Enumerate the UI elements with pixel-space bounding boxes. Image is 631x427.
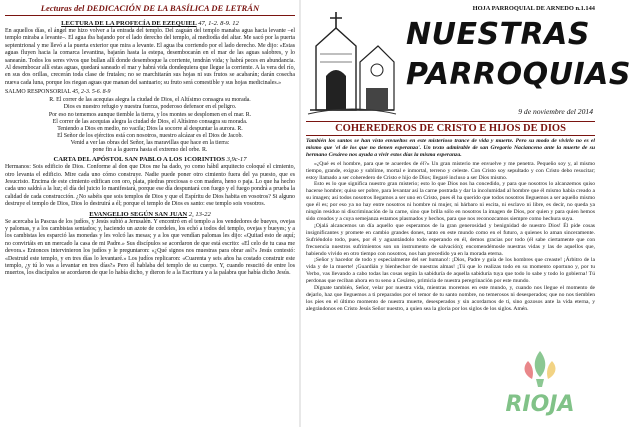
reading1-heading: [5, 20, 295, 27]
psalm-line: Venid a ver las obras del Señor, las maravillas que hace en la tierra:: [70, 139, 230, 146]
psalm-line: Por eso no tememos aunque tiemble la tierra, y los montes se desplomen en el mar. R.: [48, 111, 252, 118]
reading1-title: LECTURA DE LA PROFECÍA DE EZEQUIEL: [61, 20, 197, 27]
masthead-title-line2: PARROQUIAS: [406, 57, 631, 92]
psalm-ref: 45, 2-3. 5-6. 8-9: [72, 89, 111, 96]
psalm-line: El Señor de los ejércitos está con nosotros, nuestro alcázar es el Dios de Jacob.: [57, 132, 243, 139]
article-paragraph: Dígnate también, Señor, velar por nuestra vida, mientras moremos en este mundo, y, cuando nos llegue el momento de dejarlo, haz que lleguemos a ti preparados por el temor de tu santo nombre, no temerosos ni desesperados; que no nos tiemblen los pies en el último momento de nuestra muerte, desesperados y sin acordarnos de ti, sino gozosos ante la vida eterna, y alegrándonos en Cristo Jesús Señor nuestro, a quien sea la gloria por los siglos de los siglos. Amén.: [306, 285, 595, 312]
issue-date: 9 de noviembre del 2014: [518, 107, 593, 116]
psalm-line: Dios es nuestro refugio y nuestra fuerza, poderoso defensor en el peligro.: [63, 104, 237, 111]
page-title: Lecturas del DEDICACIÓN DE LA BASÍLICA DE LETRÁN: [5, 3, 295, 16]
psalm-line: pone fin a la guerra hasta el extremo del orbe. R.: [92, 147, 208, 153]
readings-page: [0, 0, 300, 427]
article-paragraph: ¡Señor y hacedor de todo y especialmente del ser humano!: ¡Dios, Padre y guía de los hombres que creaste! ¡Árbitro de la vida y de la muerte! ¡Guardián y bienhechor de nuestras almas! ¡Tú que lo realizas todo en su momento oportuno y, por tu Verbo, vas llevando a cabo todas las cosas según la sabiduría de aquella sabiduría tuya que todo lo sabe y todo lo gobierna! Tú perdonas que reciban ahora en tu seno a Cesáreo, primicia de nuestra peregrinación por este mundo.: [306, 257, 595, 285]
gospel-title: EVANGELIO SEGÚN SAN JUAN: [89, 210, 188, 218]
bulletin-header-line: HOJA PARROQUIAL DE ARNEDO n.1.144: [472, 5, 595, 12]
article-intro: También los santos se han visto envueltos en este misterioso trance de vida y muerte. Pero su modo de vivirlo no es el mismo que 'el de los que no tienen esperanza'. Un texto admirable de san Gregorio Nacianceno ante la muerte de su hermano Cesáreo nos ayuda a vivir estos días la misma esperanza.: [306, 138, 595, 158]
masthead-title-line1: NUESTRAS: [406, 17, 590, 52]
reading2-heading: [5, 156, 295, 163]
article-paragraph: Esto es lo que significa nuestro gran misterio; esto lo que Dios nos ha concedido, y para que nosotros lo alcanzemos quiso hacerse hombre; quiso ser pobre, para levantar así la carne postrada y dar la incolumidad al hombre que él mismo había creado a su imagen; así todos nosotros llegamos a ser uno en Cristo, pues él ha querido que todos nosotros lleguemos a ser aquello mismo que él es; por eso ya no hay entre nosotros ni hombre ni mujer, ni bárbaro ni escita, ni esclavo ni libre, es decir, no queda ya ningún residuo ni discriminación de la carne, sino que brilla sólo en nosotros la imagen de Dios, por quien y para quien hemos sido creados y a cuya semejanza estamos plasmados y hechos, para que nos reconozcamos siempre como hechura suya.: [306, 181, 595, 222]
reading2-text: Hermanos: Sois edificio de Dios. Conforme al don que Dios me ha dado, yo como hábil arquitecto coloqué el cimiento, otro levanta el edificio. Mire cada uno cómo construye. Nadie puede poner otro cimiento fuera del ya puesto, que es Jesucristo. Encima de este cimiento edifican con oro, plata, piedras preciosas o con madera, heno o paja. Lo que ha hecho cada uno saldrá a la luz; el día del juicio lo manifestará, porque ese día despuntará con fuego y el fuego pondrá a prueba la calidad de cada construcción. ¿No sabéis que sois templos de Dios y que el Espíritu de Dios habita en vosotros? Si alguno destruye el templo de Dios, Dios lo destruirá a él; porque el templo de Dios es santo: ese templo sois vosotros.: [5, 164, 295, 208]
psalm-lines: [5, 97, 295, 154]
masthead: [306, 3, 631, 121]
rioja-stamp-text: RIOJA: [505, 392, 575, 417]
psalm-line: R. El correr de las acequias alegra la ciudad de Dios, el Altísimo consagra su morada.: [49, 97, 251, 104]
article-title: COHEREDEROS DE CRISTO E HIJOS DE DIOS: [306, 121, 595, 136]
rioja-watermark-logo: [488, 347, 592, 419]
gospel-ref: 2, 13-22: [188, 210, 211, 218]
bulletin-page: [301, 0, 631, 427]
reading1-text: En aquellos días, el ángel me hizo volver a la entrada del templo. Del zaguán del templo manaba agua hacia levante –el templo miraba a levante–. El agua iba bajando por el lado derecho del templo, al mediodía del altar. Me sacó por la puerta septentrional y me llevó a la puerta exterior que mira a levante. El agua iba corriendo por el lado derecho. Me dijo: «Estas aguas fluyen hacia la comarca levantina, bajarán hasta la estepa, desembocarán en el mar de las aguas salobres, y lo sanearán. Todos los seres vivos que bullan allí donde desemboque la corriente, tendrán vida; y habrá peces en abundancia. Al desembocar allí estas aguas, quedará saneado el mar y habrá vida dondequiera que llegue la corriente. A la vera del río, en sus dos orillas, crecerán toda clase de frutales; no se marchitarán sus hojas ni sus frutos se acabarán; darán cosecha nueva cada luna, porque los riegan aguas que manan del santuario; su fruto será comestible y sus hojas medicinales.»: [5, 28, 295, 86]
article-paragraph: «¿Qué es el hombre, para que te acuerdes de él?» Un gran misterio me envuelve y me penetra. Pequeño soy y, al mismo tiempo, grande, exiguo y sublime, mortal e inmortal, terreno y celeste. Con Cristo soy sepultado y con Cristo debo resucitar; estoy llamado a ser coheredero de Cristo e hijo de Dios; llegaré incluso a ser Dios mismo.: [306, 160, 595, 181]
reading2-ref: 3,9c-17: [226, 156, 247, 164]
reading2-title: CARTA DEL APÓSTOL SAN PABLO A LOS 1CORINTIOS: [53, 156, 225, 164]
church-illustration-icon: [306, 6, 398, 118]
gospel-heading: [5, 211, 295, 218]
psalm-title: SALMO RESPONSORIAL: [5, 89, 71, 96]
article-paragraph: ¡Ojalá alcancemos un día aquello que esperamos de la gran generosidad y benignidad de nuestro Dios! Él pide cosas insignificantes y promete en cambio grandes dones, tanto en este mundo como en el futuro, a quienes lo aman sinceramente. Sufriéndolo todo, pues, por él y aguantándolo todo esperando en él, demos gracias por todo (él sabe ciertamente que con frecuencia nuestros sufrimientos son un instrumento de salvación); encomendémosle nuestras vidas y las de aquellos que, habiendo vivido en otro tiempo con nosotros, nos han precedido ya en la morada eterna.: [306, 222, 595, 257]
psalm-line: El correr de las acequias alegra la ciudad de Dios, el Altísimo consagra su morada.: [52, 118, 248, 125]
psalm-line: Teniendo a Dios en medio, no vacila; Dios la socorre al despuntar la aurora. R.: [57, 125, 243, 132]
psalm-heading: [5, 89, 295, 96]
reading1-ref: 47, 1-2. 8-9. 12: [198, 20, 239, 27]
gospel-text: Se acercaba la Pascua de los judíos, y Jesús subió a Jerusalén. Y encontró en el templo a los vendedores de bueyes, ovejas y palomas, y a los cambistas sentados; y, haciendo un azote de cordeles, los echó a todos del templo, ovejas y bueyes; y a los cambistas les esparció las monedas y les volcó las mesas; y a los que vendían palomas les dijo: «Quitad esto de aquí; no convirtáis en un mercado la casa de mi Padre.» Sus discípulos se acordaron de que está escrito: «El celo de tu casa me devora.» Entonces intervinieron los judíos y le preguntaron: «¿Qué signos nos muestras para obrar así?» Jesús contestó: «Destruid este templo, y en tres días lo levantaré.» Los judíos replicaron: «Cuarenta y seis años ha costado construir este templo, ¿y tú lo vas a levantar en tres días?» Pero él hablaba del templo de su cuerpo. Y, cuando resucitó de entre los muertos, los discípulos se acordaron de que lo había dicho, y dieron fe a la Escritura y a la palabra que había dicho Jesús.: [5, 218, 295, 277]
